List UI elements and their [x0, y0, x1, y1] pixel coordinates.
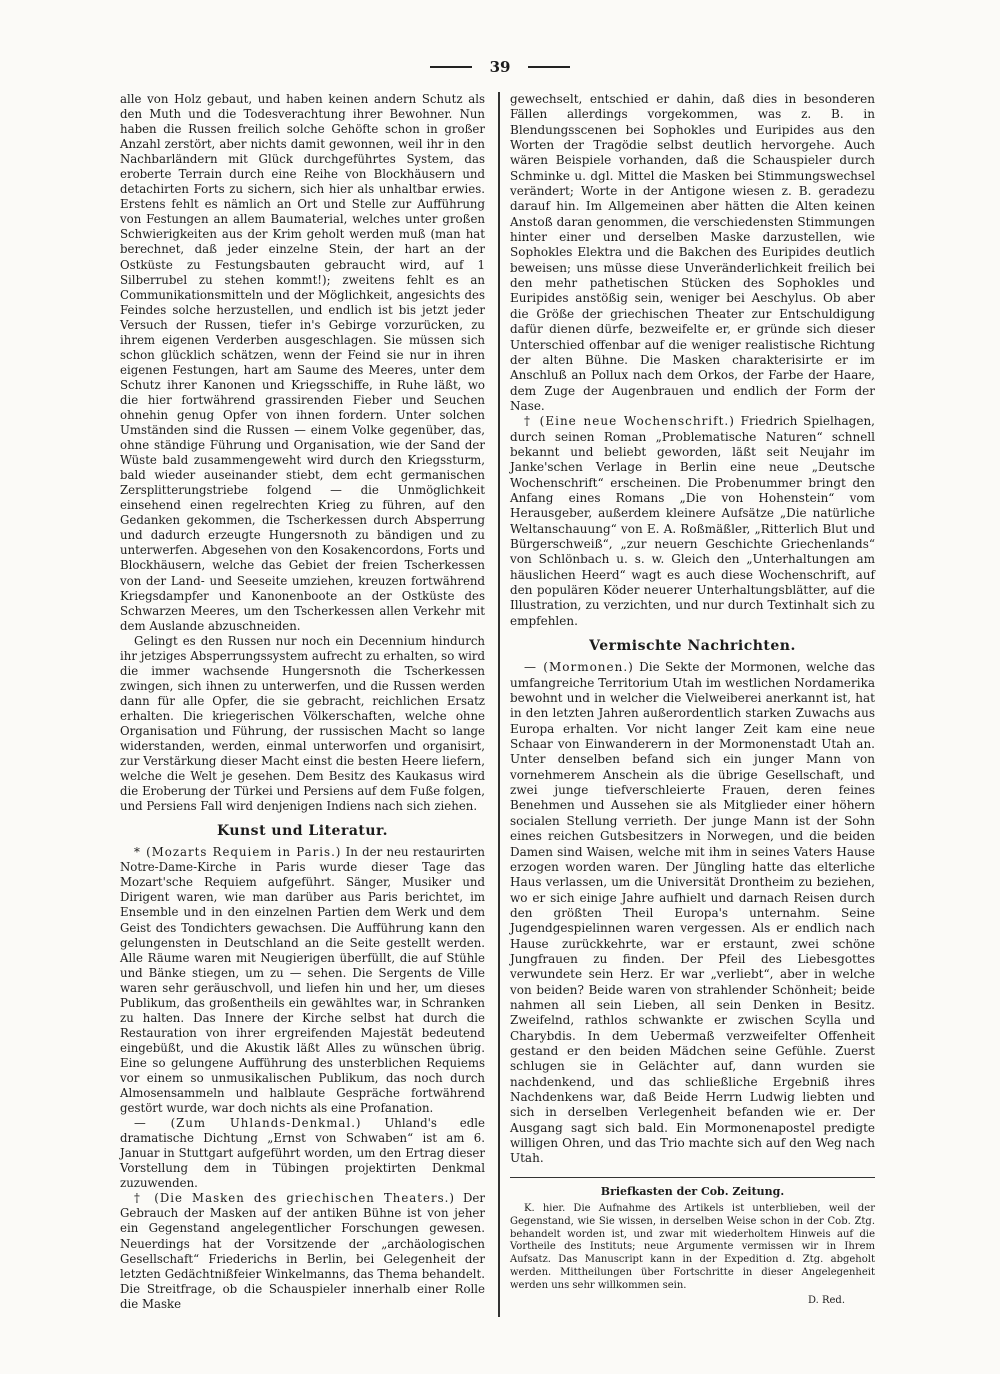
- page-header: [0, 58, 1000, 76]
- article-greek-masks: [120, 1191, 485, 1311]
- mailbox-rule: [510, 1177, 875, 1178]
- page-number: 39: [489, 58, 511, 76]
- right-column: [510, 92, 875, 1308]
- article-body: Friedrich Spielhagen, durch seinen Roman „Problematische Naturen“ schnell bekannt und beliebt geworden, läßt seit Neujahr im Janke'schen Verlage in Berlin eine neue „Deutsche Wochenschrift“ erscheinen. Die Probenummer bringt den Anfang eines Romans „Die von Hohenstein“ vom Herausgeber, außerdem kleinere Aufsätze „Die natürliche Weltanschauung“ von E. A. Roßmäßler, „Ritterlich Blut und Bürgerschweiß“, „zur neuern Geschichte Griechenlands“ von Schlönbach u. s. w. Gleich den „Unterhaltungen am häuslichen Heerd“ wagt es auch diese Wochenschrift, auf den populären Köder neuerer Unterhaltungsblätter, auf die Illustration, zu verzichten, und nur durch Textinhalt sich zu empfehlen.: [510, 414, 875, 628]
- mailbox-signature: D. Red.: [807, 1294, 845, 1306]
- article-new-weekly: [510, 414, 875, 629]
- article-heading: * (Mozarts Requiem in Paris.): [134, 845, 342, 860]
- article-mormonen: [510, 660, 875, 1166]
- article-mozart-requiem: [120, 845, 485, 1116]
- article-body: Die Sekte der Mormonen, welche das umfangreiche Territorium Utah im westlichen Nordamerika bewohnt und in welcher die Vielweiberei anerkannt ist, hat in den letzten Jahren außerordentlich starken Zuwachs aus Europa erhalten. Vor nicht langer Zeit kam eine neue Schaar von Einwanderern in der Mormonenstadt Utah an. Unter denselben befand sich ein junger Mann von vornehmerem Anschein als die übrige Gesellschaft, und zwei junge tiefverschleierte Frauen, deren feines Benehmen und Aussehen sie als Mitglieder einer höhern socialen Stellung verrieth. Der junge Mann ist der Sohn eines reichen Gutsbesitzers in Norwegen, und die beiden Damen sind Waisen, welche mit ihm in seines Vaters Hause erzogen worden waren. Der Jüngling hatte das elterliche Haus verlassen, um die Universität Drontheim zu beziehen, wo er sich einige Jahre aufhielt und darnach Reisen durch den größten Theil Europa's unternahm. Seine Jugendgespielinnen waren vergessen. Als er endlich nach Hause zurückkehrte, war er erstaunt, zwei schöne Jungfrauen zu finden. Der Pfeil des Liebesgottes verwundete sein Herz. Er war „verliebt“, aber in welche von beiden? Beide waren von strahlender Schönheit; beide nahmen all sein Lieben, all sein Denken in Besitz. Zweifelnd, rathlos schwankte er zwischen Scylla und Charybdis. In dem Uebermaß verzweifelter Offenheit gestand er den beiden Mädchen seine Gefühle. Zuerst schlugen sie in Gelächter auf, dann wurden sie nachdenkend, und das schließliche Ergebniß ihres Nachdenkens war, daß Beide Herrn Ludwig liebten und sich in derselben Verlegenheit befanden wie er. Der Ausgang sagt sich bald. Ein Mormonenapostel predigte willigen Ohren, und das Trio machte sich auf den Weg nach Utah.: [510, 660, 876, 1166]
- article-heading: — (Zum Uhlands-Denkmal.): [134, 1116, 362, 1131]
- column-divider: [498, 92, 500, 1317]
- header-rule-left: [430, 66, 472, 68]
- article-heading: † (Die Masken des griechischen Theaters.): [134, 1191, 455, 1206]
- paragraph-greek-masks-continued: gewechselt, entschied er dahin, daß dies in besonderen Fällen allerdings vorgekommen, was z. B. in Blendungsscenen bei Sophokles und Euripides aus den Worten der Tragödie selbst deutlich hervorgehe. Auch wären Beispiele vorhanden, daß die Schauspieler durch Schminke u. dgl. Mittel die Masken bei Stimmungswechsel verändert; Worte in der Antigone wiesen z. B. geradezu darauf hin. Im Allgemeinen aber hätten die Alten keinen Anstoß daran genommen, die verschiedensten Stimmungen hinter einer und derselben Maske darzustellen, wie Sophokles Elektra und die Bakchen des Euripides deutlich beweisen; uns müsse diese Unveränderlichkeit freilich bei den mehr pathetischen Stücken des Sophokles und Euripides anstößig sein, weniger bei Aeschylus. Ob aber die Größe der griechischen Theater zur Entschuldigung dafür dienen dürfe, bezweifelte er, er gründe sich dieser Unterschied offenbar auf die weniger realistische Richtung der alten Bühne. Die Masken charakterisirte er im Anschluß an Pollux nach dem Orkos, der Farbe der Haare, dem Zuge der Augenbrauen und endlich der Form der Nase.: [510, 92, 875, 413]
- mailbox-text: K. hier. Die Aufnahme des Artikels ist unterblieben, weil der Gegenstand, wie Sie wissen, in derselben Weise schon in der Cob. Ztg. behandelt worden ist, und zwar mit wiederholtem Hinweis auf die Vortheile des Instituts; neue Argumente vermissen wir in Ihrem Aufsatz. Das Manuscript kann in der Expedition d. Ztg. abgeholt werden. Mittheilungen über Fortschritte in dieser Angelegenheit werden uns sehr willkommen sein.: [510, 1203, 875, 1291]
- left-column: [120, 92, 485, 1312]
- paragraph-circassia-conclusion: Gelingt es den Russen nur noch ein Decennium hindurch ihr jetziges Absperrungssystem aufrecht zu erhalten, so wird die immer wachsende Hungersnoth die Tscherkessen zwingen, sich ihnen zu unterwerfen, und die Russen werden dann für alle Opfer, die sie gebracht, reichlichen Ersatz erhalten. Die kriegerischen Völkerschaften, welche ohne Organisation und Führung, der russischen Macht so lange widerstanden, werden, einmal unterworfen und organisirt, zur Verstärkung dieser Macht einst die besten Heere liefern, welche die Welt je gesehen. Dem Besitz des Kaukasus wird die Eroberung der Türkei und Persiens auf dem Fuße folgen, und Persiens Fall wird denjenigen Indiens nach sich ziehen.: [120, 633, 485, 814]
- mailbox-title: Briefkasten der Cob. Zeitung.: [600, 1184, 785, 1198]
- article-heading: — (Mormonen.): [524, 660, 634, 675]
- article-uhland-denkmal: [120, 1116, 485, 1191]
- section-title-vermischte-nachrichten: Vermischte Nachrichten.: [589, 638, 796, 655]
- article-body: Der Gebrauch der Masken auf der antiken Bühne ist von jeher ein Gegenstand angelegentlicher Forschungen gewesen. Neuerdings hat der Vorsitzende der „archäologischen Gesellschaft“ Friederichs in Berlin, bei Gelegenheit der letzten Gedächtnißfeier Winkelmanns, das Thema behandelt. Die Streitfrage, ob die Schauspieler innerhalb einer Rolle die Maske: [120, 1191, 485, 1311]
- article-heading: † (Eine neue Wochenschrift.): [524, 414, 735, 429]
- header-rule-right: [528, 66, 570, 68]
- section-title-kunst-literatur: Kunst und Literatur.: [216, 823, 389, 840]
- article-body: Uhland's edle dramatische Dichtung „Ernst von Schwaben“ ist am 6. Januar in Stuttgart aufgeführt worden, um den Ertrag dieser Vorstellung dem in Tübingen projektirten Denkmal zuzuwenden.: [120, 1116, 485, 1191]
- paragraph-circassia-end: alle von Holz gebaut, und haben keinen andern Schutz als den Muth und die Todesverachtung ihrer Bewohner. Nun haben die Russen freilich solche Gehöfte schon in großer Anzahl zerstört, aber nichts damit gewonnen, weil ihr in den Nachbarländern mit Glück durchgeführtes System, das eroberte Terrain durch eine Reihe von Blockhäusern und detachirten Forts zu sichern, sich hier als unhaltbar erwies. Erstens fehlt es nämlich an Ort und Stelle zur Aufführung von Festungen an allem Baumaterial, welches unter großen Schwierigkeiten aus der Krim geholt werden muß (man hat berechnet, daß jeder einzelne Stein, der hart an der Ostküste zu Festungsbauten gebraucht wird, auf 1 Silberrubel zu stehen kommt!); zweitens fehlt es an Communikationsmitteln und der Möglichkeit, angesichts des Feindes solche herzustellen, und endlich ist bis jetzt jeder Versuch der Russen, tiefer in's Gebirge vorzurücken, zu ihrem eigenen Verderben ausgeschlagen. Sie müssen sich schon glücklich schätzen, wenn der Feind sie nur in ihren eigenen Festungen, hart am Saume des Meeres, unter dem Schutz ihrer Kanonen und Kriegsschiffe, in Ruhe läßt, wo die hier fortwährend grassirenden Fieber und Seuchen ohnehin genug Opfer von ihnen fordern. Unter solchen Umständen sind die Russen — einem Volke gegenüber, das, ohne ständige Führung und Organisation, wie der Sand der Wüste bald zusammengeweht wird durch den Kriegssturm, bald wieder auseinander stiebt, dem echt germanischen Zersplitterungstriebe folgend — die Unmöglichkeit einsehend einen regelrechten Krieg zu führen, auf den Gedanken gekommen, die Tscherkessen durch Absperrung und dadurch erzeugte Hungersnoth zu bändigen und zu unterwerfen. Abgesehen von den Kosakencordons, Forts und Blockhäusern, welche das Gebiet der freien Tscherkessen von der Land- und Seeseite umziehen, kreuzen fortwährend Kriegsdampfer und Kanonenboote an der Ostküste des Schwarzen Meeres, um den Tscherkessen allen Verkehr mit dem Auslande abzuschneiden.: [120, 92, 485, 633]
- article-body: In der neu restaurirten Notre-Dame-Kirche in Paris wurde dieser Tage das Mozart'sche Requiem aufgeführt. Sänger, Musiker und Dirigent waren, wie man darüber aus Paris berichtet, im Ensemble und in den einzelnen Partien dem Werk und dem Geist des Tondichters gewachsen. Die Aufführung kann den gelungensten in Deutschland an die Seite gestellt werden. Alle Räume waren mit Neugierigen überfüllt, die auf Stühle und Bänke stiegen, um zu — sehen. Die Sergents de Ville waren sehr geräuschvoll, und liefen hin und her, um dieses Publikum, das großentheils ein gewähltes war, in Schranken zu halten. Das Innere der Kirche selbst hat durch die Restauration von ihrer ergreifenden Majestät bedeutend eingebüßt, und die Akustik läßt Alles zu wünschen übrig. Eine so gelungene Aufführung des unsterblichen Requiems vor einem so unmusikalischen Publikum, das noch durch Almosensammeln und halblaute Gespräche fortwährend gestört wurde, war doch nichts als eine Profanation.: [120, 845, 485, 1116]
